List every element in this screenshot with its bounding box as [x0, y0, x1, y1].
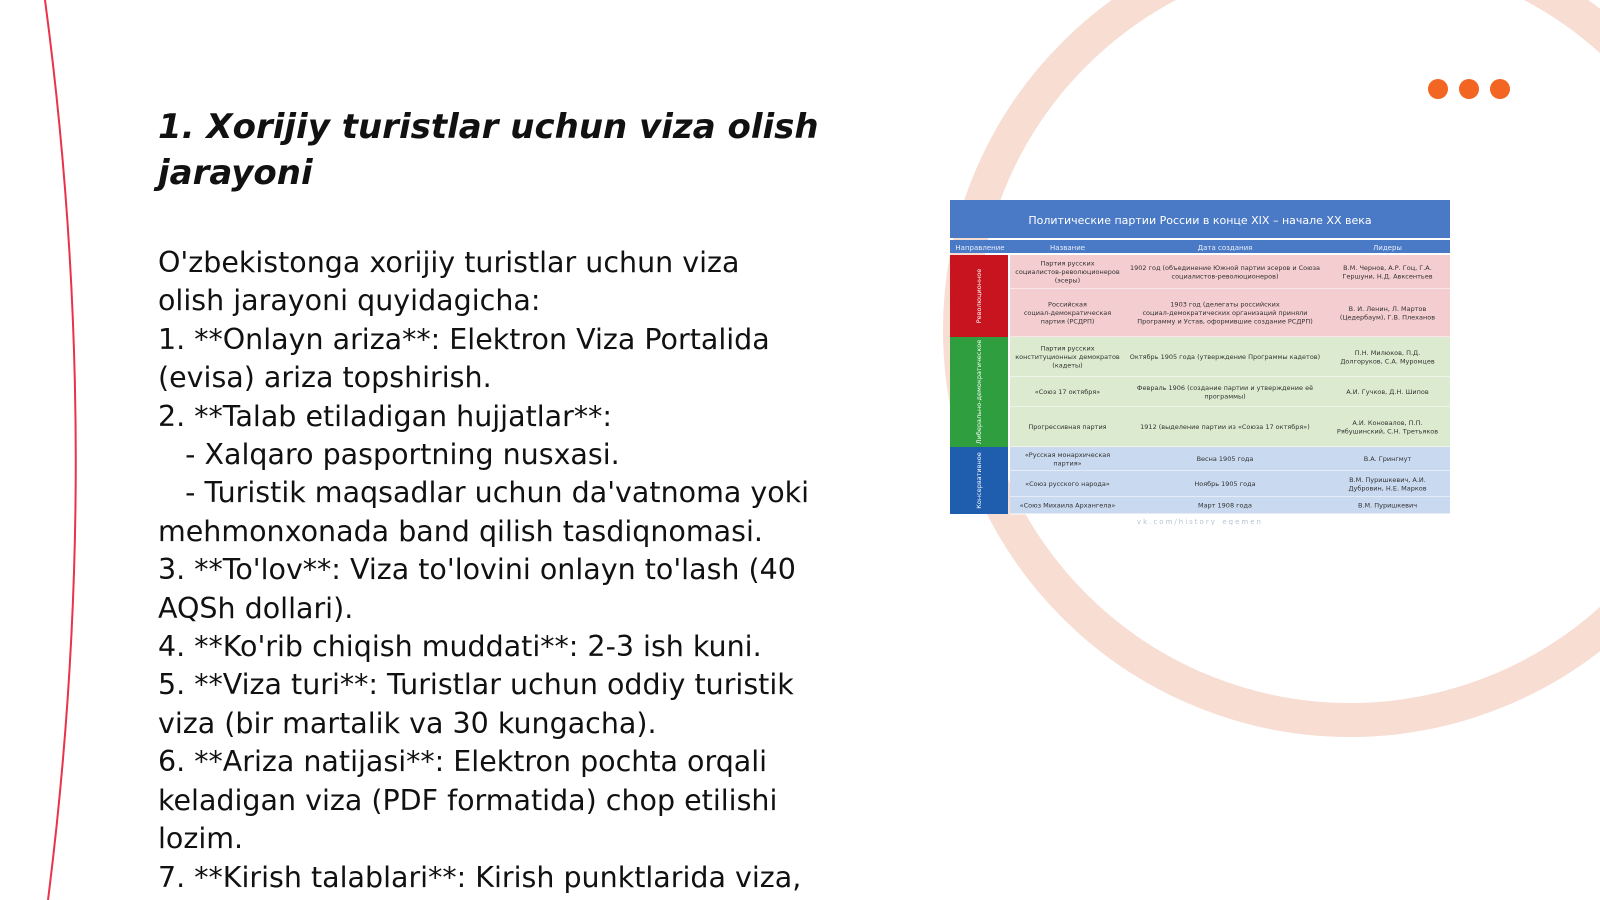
- table-cell-date: программы): [1204, 392, 1246, 401]
- table-cell-name: «Союз 17 октября»: [1034, 388, 1101, 397]
- body-line: olish jarayoni quyidagicha:: [158, 284, 541, 318]
- menu-dots: [1428, 79, 1510, 99]
- table-group-label: Консервативное: [975, 452, 983, 509]
- table-group-label: Либерально-демократическое: [975, 339, 983, 445]
- body-line: viza (bir martalik va 30 kungacha).: [158, 706, 657, 740]
- body-line: O'zbekistonga xorijiy turistlar uchun viza: [158, 246, 740, 279]
- table-cell-name: социал-демократическая: [1023, 309, 1112, 318]
- table-cell-date: 1902 год (объединение Южной партии эсеров и Союза: [1129, 263, 1321, 272]
- table-group-label: Революционное: [975, 268, 983, 324]
- table-cell-name: «Союз Михаила Архангела»: [1019, 501, 1116, 510]
- table-header-cell: Направление: [955, 244, 1005, 252]
- slide-body: [158, 244, 858, 897]
- table-cell-leaders: В. И. Ленин, Л. Мартов: [1348, 304, 1427, 313]
- table-cell-date: Март 1908 года: [1197, 501, 1253, 510]
- table-cell-leaders: Долгоруков, С.А. Муромцев: [1340, 357, 1435, 366]
- dot-icon: [1428, 79, 1448, 99]
- table-cell-leaders: В.М. Пуришкевич, А.И.: [1349, 475, 1426, 484]
- body-line: 7. **Kirish talablari**: Kirish punktlarida viza,: [158, 860, 802, 894]
- table-cell-name: Партия русских: [1040, 259, 1095, 268]
- dot-icon: [1490, 79, 1510, 99]
- table-cell-leaders: А.И. Коновалов, П.П.: [1352, 418, 1423, 427]
- table-cell-leaders: В.М. Чернов, А.Р. Гоц, Г.А.: [1343, 263, 1432, 272]
- table-title: Политические партии России в конце XIX – начале XX века: [1028, 214, 1372, 227]
- table-cell-date: Программу и Устав, оформившие создание РСДРП): [1137, 317, 1313, 326]
- table-cell-leaders: Дубровин, Н.Е. Марков: [1348, 484, 1427, 493]
- body-line: - Turistik maqsadlar uchun da'vatnoma yoki: [158, 476, 810, 510]
- embedded-table-image: [950, 200, 1450, 525]
- table-cell-date: 1903 год (делегаты российских: [1170, 300, 1280, 309]
- table-cell-leaders: Гершуни, Н.Д. Авксентьев: [1342, 272, 1433, 281]
- body-line: 5. **Viza turi**: Turistlar uchun oddiy turistik: [158, 668, 794, 702]
- table-cell-date: социалистов-революционеров): [1171, 272, 1279, 281]
- table-cell-leaders: П.Н. Милюков, П.Д.: [1354, 348, 1421, 357]
- table-cell-name: социалистов-революционеров: [1015, 268, 1120, 277]
- table-cell-name: «Русская монархическая: [1024, 450, 1111, 459]
- table-header-cell: Дата создания: [1197, 244, 1253, 252]
- table-cell-date: 1912 (выделение партии из «Союза 17 октября»): [1140, 423, 1310, 432]
- table-cell-name: (кадеты): [1052, 361, 1083, 370]
- body-line: 6. **Ariza natijasi**: Elektron pochta orqali: [158, 745, 768, 779]
- body-line: 1. **Onlayn ariza**: Elektron Viza Portalida: [158, 322, 770, 356]
- slide-title: [158, 104, 858, 196]
- body-line: keladigan viza (PDF formatida) chop etilishi: [158, 783, 778, 817]
- body-line: lozim.: [158, 822, 244, 856]
- table-cell-date: Весна 1905 года: [1196, 455, 1254, 464]
- table-cell-leaders: (Цедербаум), Г.В. Плеханов: [1339, 313, 1436, 322]
- table-cell-name: партия»: [1053, 459, 1082, 468]
- table-cell-leaders: В.М. Пуришкевич: [1357, 501, 1418, 510]
- table-cell-name: Прогрессивная партия: [1028, 423, 1107, 432]
- body-line: 2. **Talab etiladigan hujjatlar**:: [158, 399, 612, 433]
- table-cell-leaders: Рябушинский, С.Н. Третьяков: [1336, 427, 1439, 436]
- table-cell-name: (эсеры): [1054, 276, 1081, 285]
- dot-icon: [1459, 79, 1479, 99]
- title-line: jarayoni: [158, 153, 313, 193]
- table-cell-leaders: А.И. Гучков, Д.Н. Шипов: [1346, 388, 1429, 397]
- table-cell-date: Октябрь 1905 года (утверждение Программы кадетов): [1129, 353, 1321, 362]
- table-cell-date: Ноябрь 1905 года: [1194, 480, 1256, 489]
- body-line: AQSh dollari).: [158, 591, 354, 625]
- title-line: 1. Xorijiy turistlar uchun viza olish: [158, 107, 819, 147]
- table-cell-date: Февраль 1906 (создание партии и утверждение её: [1136, 383, 1314, 392]
- table-header-cell: Название: [1049, 244, 1086, 252]
- body-line: - Xalqaro pasportning nusxasi.: [158, 438, 620, 472]
- table-cell-leaders: В.А. Грингмут: [1363, 455, 1412, 464]
- table-header-cell: Лидеры: [1373, 244, 1402, 252]
- table-cell-name: конституционных демократов: [1015, 353, 1120, 362]
- table-image-svg: [950, 200, 1450, 525]
- table-cell-name: Партия русских: [1040, 344, 1095, 353]
- table-cell-name: «Союз русского народа»: [1025, 480, 1110, 489]
- body-line: mehmonxonada band qilish tasdiqnomasi.: [158, 514, 763, 548]
- table-cell-date: социал-демократических организаций приняли: [1142, 309, 1308, 318]
- body-line: 3. **To'lov**: Viza to'lovini onlayn to'lash (40: [158, 553, 796, 587]
- body-line: (evisa) ariza topshirish.: [158, 361, 492, 395]
- table-watermark: vk.com/history_egemen: [1137, 518, 1263, 525]
- body-line: 4. **Ko'rib chiqish muddati**: 2-3 ish kuni.: [158, 630, 762, 664]
- table-cell-name: Российская: [1048, 300, 1087, 309]
- left-red-curve: [45, 0, 76, 900]
- table-cell-name: партия (РСДРП): [1040, 317, 1095, 326]
